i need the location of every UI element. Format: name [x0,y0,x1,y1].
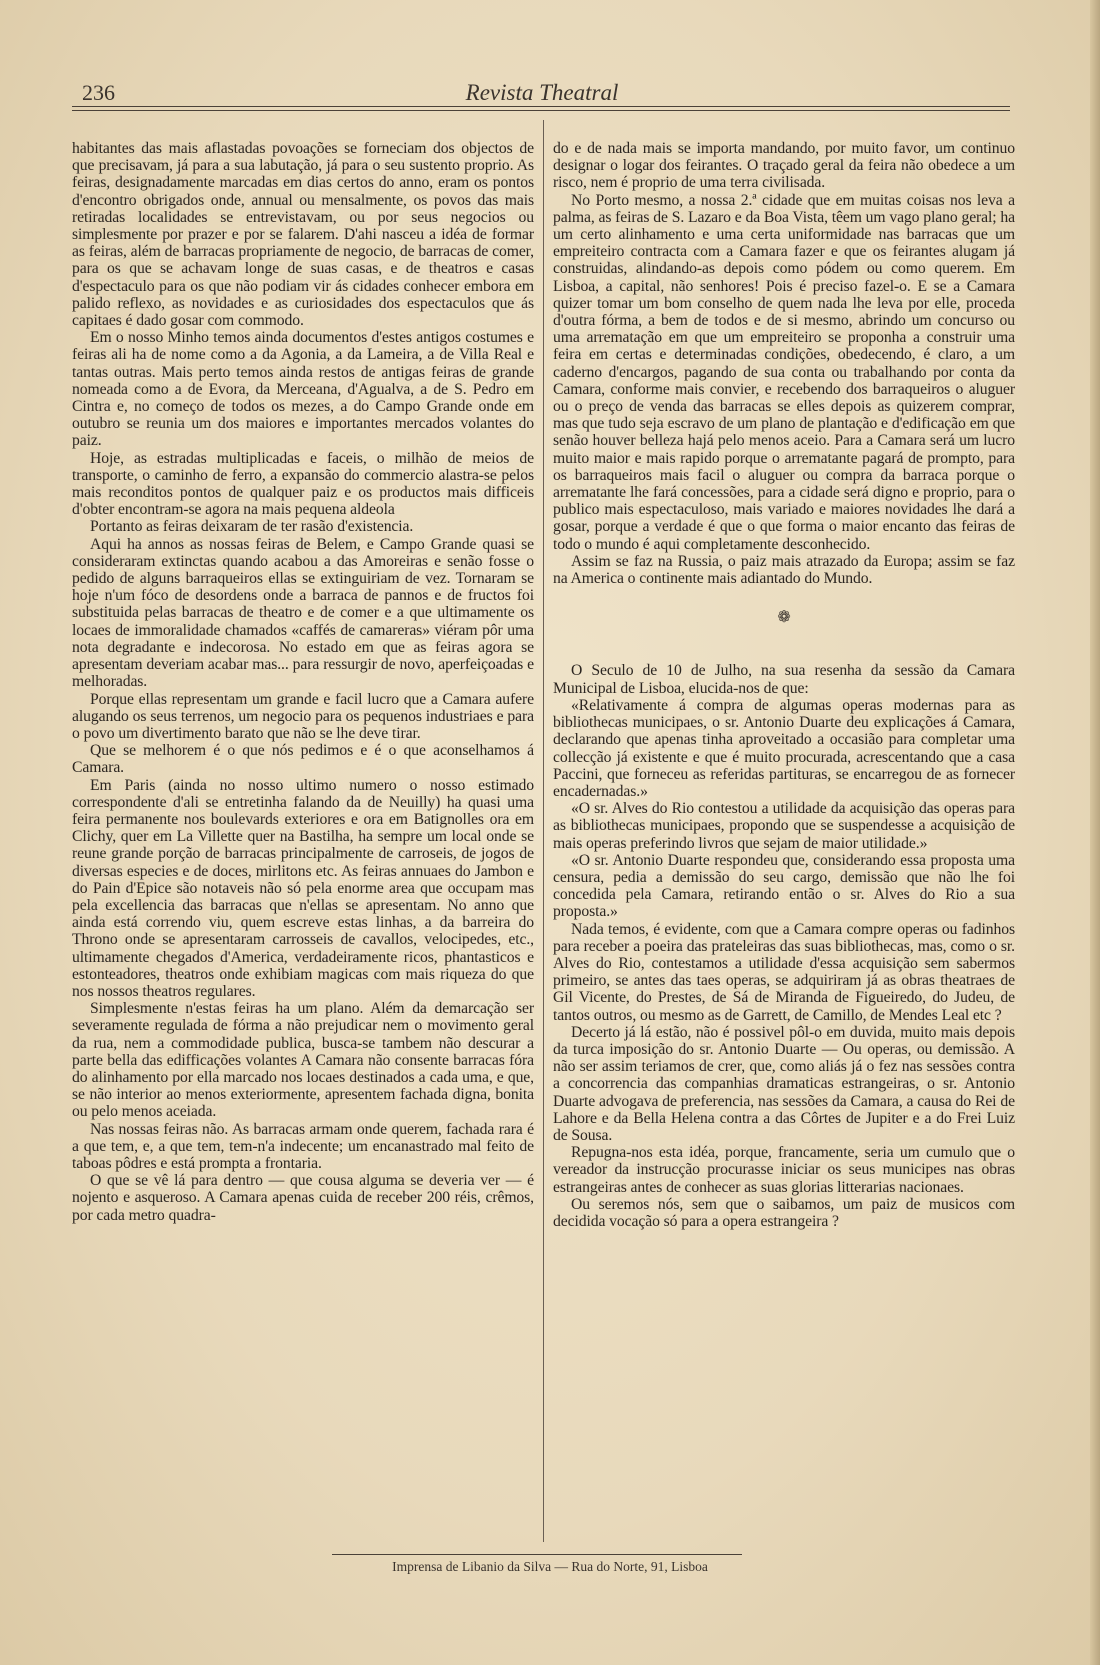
footer-rule [332,1554,742,1555]
paragraph: Nada temos, é evidente, com que a Camara compre operas ou fadinhos para receber a poeira das prateleiras das suas bibliothecas, mas, como o sr. Alves do Rio, contestamos a utilidade d'essa acquisição sem sabermos primeiro, se antes das taes operas, se adquiriram já as obras theatraes de Gil Vicente, do Prestes, de Sá de Miranda de Figueiredo, do Judeu, de tantos outros, ou mesmo as de Garrett, de Camillo, de Mendes Leal etc ? [553,920,1015,1024]
paragraph: do e de nada mais se importa mandando, por muito favor, um continuo designar o logar dos feirantes. O traçado geral da feira não obedece a um risco, nem é proprio de uma terra civilisada. [553,140,1015,192]
paragraph: Nas nossas feiras não. As barracas armam onde querem, fachada rara é a que tem, e, a que tem, tem-n'a indecente; um encanastrado mal feito de taboas pôdres e está prompta a frontaria. [72,1120,534,1172]
paragraph: Simplesmente n'estas feiras ha um plano. Além da demarcação ser severamente regulada de fórma a não prejudicar nem o movimento geral da rua, nem a commodidade publica, busca-se tambem não descurar a parte bella das edifficações volantes A Camara não consente barracas fóra do alinhamento por ella marcado nos locaes destinados a cada uma, e que, se não interior ao menos exteriormente, apresentem fachada digna, bonita ou pelo menos aceiada. [72,1000,534,1121]
paragraph: Ou seremos nós, sem que o saibamos, um paiz de musicos com decidida vocação só para a opera estrangeira ? [553,1195,1015,1230]
journal-title: Revista Theatral [465,80,619,105]
paragraph: O que se vê lá para dentro — que cousa alguma se deveria ver — é nojento e asqueroso. A Camara apenas cuida de receber 200 réis, crêmos, por cada metro quadra- [72,1172,534,1224]
page-number: 236 [82,80,115,105]
paragraph: Decerto já lá estão, não é possivel pôl-o em duvida, muito mais depois da turca imposição do sr. Antonio Duarte — Ou operas, ou demissão. A não ser assim teriamos de crer, que, como aliás já o fez nas sessões contra a concorrencia das companhias dramaticas estrangeiras, o sr. Antonio Duarte advogava de preferencia, nas sessões da Camara, a causa do Rei de Lahore e da Bella Helena contra a das Côrtes de Jupiter e a do Frei Luiz de Sousa. [553,1023,1015,1144]
quote-paragraph: «Relativamente á compra de algumas operas modernas para as bibliothecas municipaes, o sr. Antonio Duarte deu explicações á Camara, declarando que apenas tinha aproveitado a occasião para completar uma collecção já existente e que é muito procurada, acrescentando que a casa Paccini, que forneceu as referidas partituras, se encarregou de as fornecer encadernadas.» [553,696,1015,800]
paragraph: Porque ellas representam um grande e facil lucro que a Camara aufere alugando os seus terrenos, um negocio para os pequenos industriaes e para o povo um divertimento barato que não se lhe deve tirar. [72,690,534,742]
paragraph: O Seculo de 10 de Julho, na sua resenha da sessão da Camara Municipal de Lisboa, elucida-nos de que: [553,662,1015,697]
paragraph: Assim se faz na Russia, o paiz mais atrazado da Europa; assim se faz na America o continente mais adiantado do Mundo. [553,552,1015,588]
paragraph: Hoje, as estradas multiplicadas e faceis, o milhão de meios de transporte, o caminho de ferro, a expansão do commercio alastra-se pelos mais reconditos pontos de qualquer paiz e os productos mais difficeis d'obter encontram-se agora na mais pequena aldeola [72,449,534,519]
paragraph: Em Paris (ainda no nosso ultimo numero o nosso estimado correspondente d'ali se entretinha falando da de Neuilly) ha quasi uma feira permanente nos boulevards exteriores e ora em Batignolles ora em Clichy, quer em La Villette quer na Bastilha, ha sempre um local onde se reune grande porção de barracas principalmente de carroseis, de jogos de diversas especies e de doces, mirlitons etc. As feiras annuaes do Jambon e do Pain d'Epice são notaveis não só pela enorme area que occupam mas pela excellencia das barracas que n'ellas se apresentam. No anno que ainda está correndo viu, quem escreve estas linhas, a da barreira do Throno onde se apresentaram carrosseis de cavallos, velocipedes, etc., ultimamente chegados d'America, verdadeiramente ricos, phantasticos e estonteadores, theatros onde exhibiam magicas com mais riqueza do que nos nossos theatros regulares. [72,776,534,1000]
left-column [72,140,534,1224]
header-rule-double [72,110,1010,111]
paragraph: Em o nosso Minho temos ainda documentos d'estes antigos costumes e feiras ali ha de nome como a da Agonia, a da Lameira, a de Villa Real e tantas outras. Mais perto temos ainda restos de antigas feiras de grande nomeada como a de Evora, da Merceana, d'Agualva, a de S. Pedro em Cintra e, no começo de todos os mezes, a do Campo Grande onde em outubro se reunia um dos maiores e importantes mercados volantes do paiz. [72,329,534,450]
section-ornament: ❁ [777,609,791,627]
header-rule [72,106,1010,107]
paragraph: Repugna-nos esta idéa, porque, francamente, seria um cumulo que o vereador da instrucção procurasse iniciar os seus municipes nas obras estrangeiras antes de conhecer as suas glorias litterarias nacionaes. [553,1144,1015,1196]
paragraph: No Porto mesmo, a nossa 2.ª cidade que em muitas coisas nos leva a palma, as feiras de S. Lazaro e da Boa Vista, têem um vago plano geral; ha um certo alinhamento e uma certa uniformidade nas barracas que um empreiteiro contracta com a Camara fazer e que os feirantes alugam já construidas, alindando-as depois como pódem ou como querem. Em Lisboa, a capital, não senhores! Pois é preciso fazel-o. E se a Camara quizer tomar um bom conselho de quem nada lhe leva por elle, proceda d'outra fórma, a bem de todos e de si mesmo, abrindo um concurso ou uma arrematação em que um empreiteiro se proponha a construir uma feira em certas e determinadas condições, obedecendo, é claro, a um caderno d'encargos, pagando de sua conta ou trabalhando por conta da Camara, conforme mais convier, e recebendo dos barraqueiros o aluguer ou o preço de venda das barracas se elles depois as quizerem comprar, mas que tudo seja escravo de um plano de plantação e d'edificação em que senão houver belleza hajá pelo menos aceio. Para a Camara será um lucro muito maior e mais rapido porque o arrematante pagará de prompto, para os barraqueiros mais facil o aluguer ou compra da barraca porque o arrematante lhe fará concessões, para a cidade será digno e proprio, para o publico mais espectaculoso, mais variado e maiores novidades lhe dará a gosar, porque a verdade é que o que forma o maior encanto das feiras de todo o mundo é aqui completamente desconhecido. [553,191,1015,553]
right-column [553,140,1015,1230]
quote-paragraph: «O sr. Antonio Duarte respondeu que, considerando essa proposta uma censura, pedia a demissão do seu cargo, demissão que não lhe foi concedida pela Camara, retirando então o sr. Alves do Rio a sua proposta.» [553,851,1015,921]
quote-paragraph: «O sr. Alves do Rio contestou a utilidade da acquisição das operas para as bibliothecas municipaes, propondo que se suspendesse a acquisição de mais operas preferindo livros que sejam de maior utilidade.» [553,800,1015,852]
page-edge [1090,0,1100,1665]
printer-imprint: Imprensa de Libanio da Silva — Rua do Norte, 91, Lisboa [392,1559,708,1574]
column-divider [543,120,544,1542]
paragraph: Portanto as feiras deixaram de ter rasão d'existencia. [90,518,414,536]
paragraph: Aqui ha annos as nossas feiras de Belem, e Campo Grande quasi se consideraram extinctas quando acabou a das Amoreiras e senão fosse o pedido de alguns barraqueiros ellas se extinguiriam de vez. Tornaram se hoje n'um fóco de desordens onde a barraca de pannos e de fructos foi substituida pelas barracas de theatro e de comer e a que ultimamente os locaes de immoralidade chamados «caffés de camareras» viéram pôr uma nota degradante e indecorosa. No estado em que as feiras agora se apresentam deveriam acabar mas... para ressurgir de novo, aperfeiçoadas e melhoradas. [72,535,534,691]
paragraph: Que se melhorem é o que nós pedimos e é o que aconselhamos á Camara. [72,742,534,777]
paragraph: habitantes das mais aflastadas povoações se forneciam dos objectos de que precisavam, já para a sua labutação, já para o seu sustento proprio. As feiras, designadamente marcadas em dias certos do anno, eram os pontos d'encontro obrigados onde, annual ou mensalmente, os povos das mais retiradas localidades se entrevistavam, ou por seus negocios ou simplesmente por prazer e por se falarem. D'ahi nasceu a idéa de formar as feiras, além de barracas propriamente de negocio, de barracas de comer, para os que se achavam longe de suas casas, e de theatros e casas d'espectaculo para os que não podiam vir ás cidades conhecer embora em palido reflexo, as novidades e as curiosidades dos espectaculos que ás capitaes é dado gosar com commodo. [72,140,534,330]
